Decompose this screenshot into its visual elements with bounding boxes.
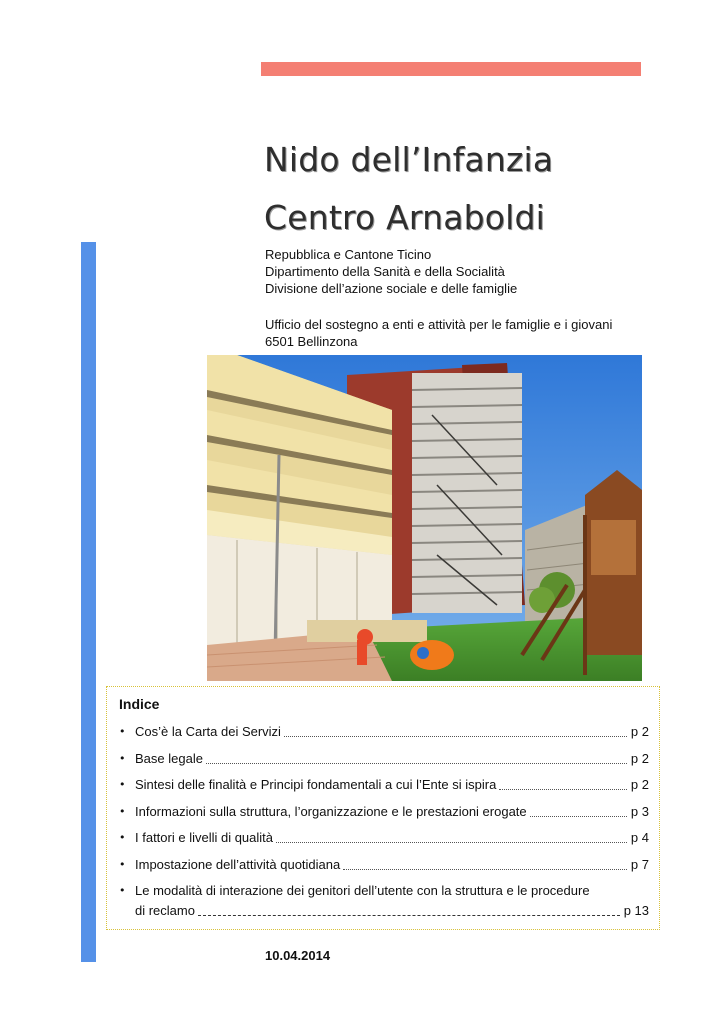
toc-leader bbox=[530, 816, 627, 817]
toc-entry-title-line2: di reclamo bbox=[135, 903, 195, 918]
bullet-icon: • bbox=[119, 804, 126, 818]
toc-entry[interactable] bbox=[107, 803, 661, 830]
toc-entry[interactable] bbox=[107, 856, 661, 883]
building-photo bbox=[207, 355, 642, 681]
top-accent-bar bbox=[261, 62, 641, 76]
bullet-icon: • bbox=[119, 778, 126, 791]
toc-entry-title: Sintesi delle finalità e Principi fondamentali a cui l’Ente si ispira bbox=[135, 777, 497, 792]
toc-leader bbox=[343, 869, 627, 870]
toc-leader bbox=[198, 915, 620, 916]
toc-entry-title: Informazioni sulla struttura, l’organizzazione e le prestazioni erogate bbox=[135, 803, 527, 819]
bullet-icon: • bbox=[119, 751, 126, 765]
toc-entry-title: Base legale bbox=[135, 750, 203, 766]
toc-entry-page: p 3 bbox=[630, 803, 649, 819]
document-date: 10.04.2014 bbox=[265, 948, 331, 963]
toc-entry-page: p 2 bbox=[630, 750, 649, 766]
toc-entry-title: Impostazione dell’attività quotidiana bbox=[135, 856, 341, 872]
toc-entry-page: p 2 bbox=[630, 724, 649, 739]
bullet-icon: • bbox=[119, 857, 126, 871]
office-block bbox=[265, 316, 612, 350]
side-accent-bar bbox=[81, 242, 96, 962]
toc-leader bbox=[276, 842, 627, 843]
org-line-division: Divisione dell’azione sociale e delle famiglie bbox=[265, 281, 518, 296]
document-title-line2: Centro Arnaboldi bbox=[264, 198, 546, 237]
toc-entry-page: p 4 bbox=[630, 830, 649, 845]
toc-entry-page: p 7 bbox=[630, 856, 649, 872]
toc-entry[interactable] bbox=[107, 882, 661, 928]
toc-list bbox=[107, 723, 661, 928]
bullet-icon: • bbox=[119, 884, 126, 897]
org-line-department: Dipartimento della Sanità e della Socialità bbox=[265, 264, 505, 279]
toc-entry-title: I fattori e livelli di qualità bbox=[135, 830, 274, 845]
bullet-icon: • bbox=[119, 725, 126, 738]
toc-entry[interactable] bbox=[107, 723, 661, 750]
office-line-name: Ufficio del sostegno a enti e attività per le famiglie e i giovani bbox=[265, 317, 613, 332]
toc-entry-page: p 2 bbox=[630, 777, 649, 792]
toc-entry-title: Cos’è la Carta dei Servizi bbox=[135, 724, 281, 739]
office-line-address: 6501 Bellinzona bbox=[265, 334, 358, 349]
table-of-contents bbox=[106, 686, 660, 930]
org-line-canton: Repubblica e Cantone Ticino bbox=[265, 247, 432, 262]
toc-entry-page: p 13 bbox=[623, 903, 649, 918]
organization-block bbox=[265, 246, 517, 297]
document-title-line1: Nido dell’Infanzia bbox=[264, 140, 554, 179]
toc-entry[interactable] bbox=[107, 776, 661, 803]
toc-entry[interactable] bbox=[107, 750, 661, 777]
bullet-icon: • bbox=[119, 831, 126, 844]
toc-leader bbox=[499, 789, 627, 790]
toc-leader bbox=[284, 736, 627, 737]
toc-entry-title-line1: Le modalità di interazione dei genitori dell’utente con la struttura e le procedure bbox=[135, 883, 590, 898]
toc-leader bbox=[206, 763, 627, 764]
toc-heading: Indice bbox=[119, 696, 160, 712]
toc-entry[interactable] bbox=[107, 829, 661, 856]
